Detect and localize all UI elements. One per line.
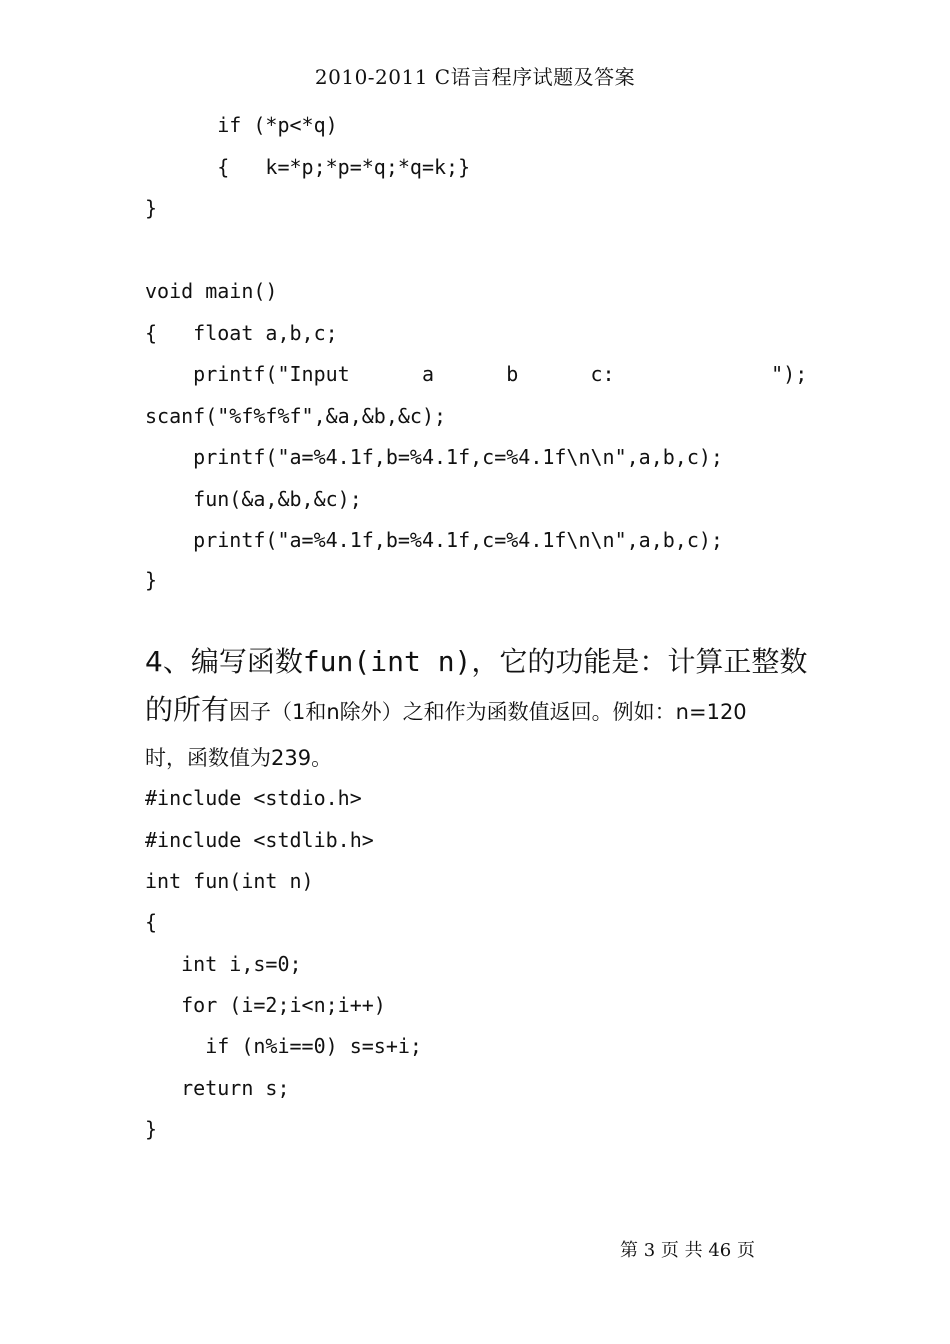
question-text: ，它的功能是：计算正整数	[471, 645, 808, 678]
code-line: return s;	[145, 1076, 290, 1100]
question-line-2	[145, 690, 747, 734]
question-text: 4、编写函数	[145, 645, 303, 678]
code-line: }	[145, 196, 158, 220]
code-line: }	[145, 1117, 158, 1141]
code-line: printf("a=%4.1f,b=%4.1f,c=%4.1f\n\n",a,b,c);	[145, 445, 723, 469]
code-line: scanf("%f%f%f",&a,&b,&c);	[145, 404, 447, 428]
code-line: printf("a=%4.1f,b=%4.1f,c=%4.1f\n\n",a,b,c);	[145, 528, 723, 552]
code-line: {	[145, 910, 158, 934]
code-line: #include <stdio.h>	[145, 786, 362, 810]
code-line: if (n%i==0) s=s+i;	[145, 1034, 422, 1058]
code-line: { k=*p;*p=*q;*q=k;}	[145, 155, 471, 179]
code-line: if (*p<*q)	[145, 113, 338, 137]
code-line: #include <stdlib.h>	[145, 828, 374, 852]
code-line: void main()	[145, 279, 278, 303]
code-line: }	[145, 568, 158, 592]
code-line: printf("Input a b c: ");	[145, 362, 808, 386]
code-line: for (i=2;i<n;i++)	[145, 993, 386, 1017]
question-code: fun(int n)	[302, 645, 472, 678]
question-line-1	[145, 642, 807, 686]
page-header: 2010-2011 C语言程序试题及答案	[314, 65, 636, 89]
question-text: 因子（1和n除外）之和作为函数值返回。例如：n=120	[229, 700, 747, 724]
code-line: int fun(int n)	[145, 869, 314, 893]
code-line: { float a,b,c;	[145, 321, 338, 345]
page-footer: 第 3 页 共 46 页	[620, 1240, 755, 1261]
question-line-3: 时，函数值为239。	[145, 746, 333, 770]
question-text: 的所有	[145, 693, 230, 726]
code-line: int i,s=0;	[145, 952, 302, 976]
code-line: fun(&a,&b,&c);	[145, 487, 362, 511]
